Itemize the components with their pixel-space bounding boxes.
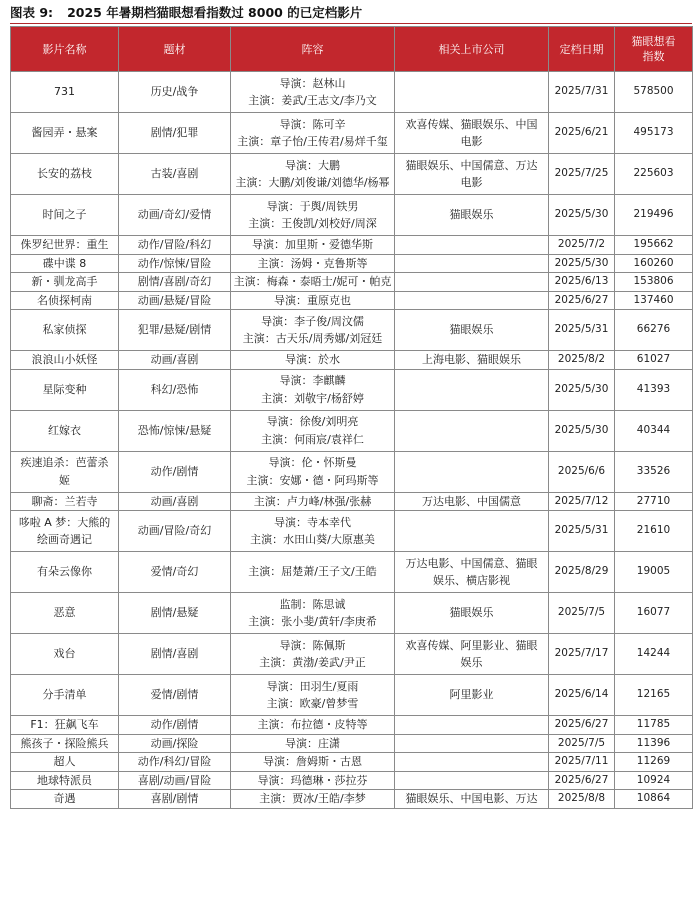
cell-cast-line: 主演：安娜・德・阿玛斯等 — [246, 473, 379, 487]
cell-cast — [231, 72, 395, 113]
table-row — [11, 236, 693, 255]
cell-maoyan-index: 21610 — [615, 511, 693, 552]
cell-companies-line: 上海电影、猫眼娱乐 — [422, 353, 521, 366]
cell-companies-line: 娱乐 — [460, 656, 483, 669]
cell-companies — [395, 552, 549, 593]
cell-film-name — [11, 552, 119, 593]
cell-cast — [231, 273, 395, 292]
cell-release-date: 2025/7/5 — [549, 593, 615, 634]
cell-companies-line: 欢喜传媒、阿里影业、猫眼 — [405, 638, 538, 652]
cell-cast-line: 主演：王俊凯/刘校妤/周深 — [248, 217, 377, 230]
cell-genre: 爱情/奇幻 — [119, 552, 231, 593]
cell-film-name — [11, 492, 119, 511]
cell-maoyan-index: 12165 — [615, 675, 693, 716]
cell-companies — [395, 753, 549, 772]
cell-film-name — [11, 72, 119, 113]
cell-companies-line: 电影 — [460, 135, 483, 148]
cell-film-name-line: 绘画奇遇记 — [37, 533, 92, 546]
cell-release-date: 2025/6/27 — [549, 771, 615, 790]
table-row — [11, 753, 693, 772]
cell-maoyan-index: 33526 — [615, 451, 693, 492]
cell-companies-line: 猫眼娱乐、中国电影、万达 — [405, 792, 538, 805]
table-row — [11, 790, 693, 809]
cell-film-name — [11, 154, 119, 195]
cell-cast-line: 主演：黄渤/姜武/尹正 — [259, 656, 366, 669]
cell-cast-line: 主演：姜武/王志文/李乃文 — [248, 94, 377, 107]
cell-companies-line: 万达电影、中国儒意、猫眼 — [405, 556, 538, 570]
cell-film-name — [11, 310, 119, 351]
cell-release-date: 2025/6/27 — [549, 291, 615, 310]
cell-maoyan-index: 66276 — [615, 310, 693, 351]
cell-film-name-line: 侏罗纪世界：重生 — [20, 238, 109, 251]
cell-maoyan-index: 16077 — [615, 593, 693, 634]
cell-film-name-line: 有朵云像你 — [37, 565, 92, 579]
cell-maoyan-index: 195662 — [615, 236, 693, 255]
cell-cast-line: 主演：章子怡/王传君/易烊千玺 — [237, 135, 388, 148]
header-film-name: 影片名称 — [11, 27, 119, 72]
cell-maoyan-index: 225603 — [615, 154, 693, 195]
table-row — [11, 716, 693, 735]
cell-companies — [395, 236, 549, 255]
cell-companies — [395, 593, 549, 634]
cell-film-name — [11, 451, 119, 492]
cell-film-name — [11, 195, 119, 236]
cell-release-date: 2025/7/17 — [549, 634, 615, 675]
cell-maoyan-index: 41393 — [615, 369, 693, 410]
cell-cast — [231, 254, 395, 273]
cell-genre: 动画/喜剧 — [119, 351, 231, 370]
cell-maoyan-index: 137460 — [615, 291, 693, 310]
cell-cast — [231, 771, 395, 790]
cell-genre: 剧情/喜剧/奇幻 — [119, 273, 231, 292]
cell-release-date: 2025/6/13 — [549, 273, 615, 292]
table-row — [11, 291, 693, 310]
cell-release-date: 2025/6/6 — [549, 451, 615, 492]
table-header-row — [11, 27, 693, 72]
cell-release-date: 2025/7/12 — [549, 492, 615, 511]
cell-companies-line: 娱乐、横店影视 — [433, 574, 510, 587]
cell-film-name-line: 熊孩子・探险熊兵 — [20, 736, 109, 750]
cell-cast — [231, 291, 395, 310]
cell-genre: 动画/奇幻/爱情 — [119, 195, 231, 236]
header-companies: 相关上市公司 — [395, 27, 549, 72]
cell-cast — [231, 492, 395, 511]
cell-release-date: 2025/5/31 — [549, 310, 615, 351]
cell-cast — [231, 195, 395, 236]
cell-release-date: 2025/8/2 — [549, 351, 615, 370]
cell-cast — [231, 734, 395, 753]
cell-maoyan-index: 61027 — [615, 351, 693, 370]
cell-film-name — [11, 716, 119, 735]
cell-release-date: 2025/5/30 — [549, 195, 615, 236]
cell-film-name-line: 私家侦探 — [42, 323, 87, 337]
cell-cast-line: 导演：赵林山 — [279, 76, 346, 90]
cell-cast-line: 导演：大鹏 — [285, 158, 340, 172]
table-row — [11, 771, 693, 790]
cell-genre: 动作/剧情 — [119, 716, 231, 735]
table-row — [11, 195, 693, 236]
cell-genre: 恐怖/惊悚/悬疑 — [119, 410, 231, 451]
cell-release-date: 2025/8/8 — [549, 790, 615, 809]
cell-release-date: 2025/6/14 — [549, 675, 615, 716]
cell-film-name — [11, 771, 119, 790]
cell-maoyan-index: 153806 — [615, 273, 693, 292]
cell-genre: 动作/剧情 — [119, 451, 231, 492]
cell-film-name-line: 星际变种 — [42, 382, 87, 396]
cell-companies — [395, 771, 549, 790]
cell-cast-line: 导演：詹姆斯・古恩 — [263, 755, 362, 768]
cell-film-name — [11, 113, 119, 154]
cell-cast-line: 主演：何雨宸/袁祥仁 — [261, 432, 364, 446]
cell-cast-line: 导演：伦・怀斯曼 — [268, 456, 357, 469]
cell-film-name-line: 731 — [54, 85, 75, 99]
header-maoyan-index: 猫眼想看指数 — [615, 27, 693, 72]
cell-film-name-line: 名侦探柯南 — [37, 293, 92, 307]
cell-film-name-line: 姬 — [59, 473, 70, 487]
cell-cast-line: 导演：於水 — [285, 353, 340, 366]
table-row — [11, 511, 693, 552]
cell-film-name — [11, 273, 119, 292]
cell-cast — [231, 310, 395, 351]
cell-companies — [395, 410, 549, 451]
cell-film-name — [11, 790, 119, 809]
cell-maoyan-index: 14244 — [615, 634, 693, 675]
cell-companies — [395, 154, 549, 195]
header-cast: 阵容 — [231, 27, 395, 72]
cell-release-date: 2025/5/30 — [549, 254, 615, 273]
cell-film-name — [11, 351, 119, 370]
table-row — [11, 273, 693, 292]
cell-release-date: 2025/6/21 — [549, 113, 615, 154]
table-row — [11, 492, 693, 511]
table-row — [11, 734, 693, 753]
cell-genre: 动作/冒险/科幻 — [119, 236, 231, 255]
cell-maoyan-index: 40344 — [615, 410, 693, 451]
table-row — [11, 410, 693, 451]
figure-title — [10, 2, 692, 24]
cell-companies — [395, 451, 549, 492]
cell-genre: 喜剧/剧情 — [119, 790, 231, 809]
cell-cast-line: 导演：徐俊/刘明亮 — [266, 415, 359, 428]
cell-cast — [231, 634, 395, 675]
cell-film-name-line: 超人 — [53, 755, 76, 768]
cell-release-date: 2025/8/29 — [549, 552, 615, 593]
cell-film-name-line: 分手清单 — [42, 688, 87, 702]
cell-companies — [395, 351, 549, 370]
cell-companies — [395, 113, 549, 154]
cell-film-name-line: 长安的荔枝 — [37, 167, 92, 181]
table-row — [11, 72, 693, 113]
cell-release-date: 2025/7/11 — [549, 753, 615, 772]
cell-companies — [395, 369, 549, 410]
table-row — [11, 310, 693, 351]
cell-cast-line: 导演：加里斯・爱德华斯 — [252, 238, 373, 251]
cell-cast-line: 主演：大鹏/刘俊谦/刘德华/杨幂 — [235, 176, 390, 189]
cell-cast — [231, 716, 395, 735]
cell-film-name-line: 碟中谍 8 — [42, 256, 87, 270]
cell-genre: 科幻/恐怖 — [119, 369, 231, 410]
cell-cast-line: 导演：重原克也 — [274, 293, 351, 307]
cell-companies-line: 猫眼娱乐 — [449, 208, 494, 222]
cell-companies-line: 阿里影业 — [449, 688, 494, 702]
table-row — [11, 369, 693, 410]
table-row — [11, 113, 693, 154]
cell-genre: 剧情/喜剧 — [119, 634, 231, 675]
cell-cast — [231, 790, 395, 809]
table-row — [11, 634, 693, 675]
header-genre: 题材 — [119, 27, 231, 72]
cell-film-name-line: 恶意 — [53, 606, 76, 620]
figure-label: 图表 9: — [10, 5, 54, 20]
cell-release-date: 2025/7/31 — [549, 72, 615, 113]
cell-maoyan-index: 10864 — [615, 790, 693, 809]
table-row — [11, 154, 693, 195]
cell-cast — [231, 410, 395, 451]
cell-maoyan-index: 19005 — [615, 552, 693, 593]
figure-caption: 2025 年暑期档猫眼想看指数过 8000 的已定档影片 — [67, 5, 363, 20]
cell-maoyan-index: 160260 — [615, 254, 693, 273]
cell-maoyan-index: 578500 — [615, 72, 693, 113]
cell-companies — [395, 254, 549, 273]
table-row — [11, 593, 693, 634]
cell-film-name — [11, 593, 119, 634]
cell-genre: 古装/喜剧 — [119, 154, 231, 195]
table-row — [11, 675, 693, 716]
cell-cast-line: 主演：汤姆・克鲁斯等 — [257, 256, 368, 270]
cell-companies — [395, 492, 549, 511]
cell-cast-line: 导演：李麒麟 — [279, 374, 346, 387]
cell-cast — [231, 113, 395, 154]
cell-cast — [231, 154, 395, 195]
cell-release-date: 2025/5/30 — [549, 369, 615, 410]
cell-cast — [231, 593, 395, 634]
cell-companies — [395, 72, 549, 113]
cell-film-name — [11, 634, 119, 675]
cell-film-name — [11, 410, 119, 451]
cell-cast-line: 主演：梅森・泰晤士/妮可・帕克 — [233, 275, 392, 288]
cell-film-name-line: 新・驯龙高手 — [31, 275, 98, 288]
cell-companies — [395, 634, 549, 675]
cell-genre: 动作/惊悚/冒险 — [119, 254, 231, 273]
cell-cast — [231, 552, 395, 593]
cell-release-date: 2025/7/5 — [549, 734, 615, 753]
cell-cast-line: 导演：田羽生/夏雨 — [266, 679, 359, 693]
cell-cast-line: 主演：欧豪/曾梦雪 — [266, 697, 359, 710]
cell-cast — [231, 451, 395, 492]
cell-film-name-line: 红嫁衣 — [48, 423, 81, 437]
table-row — [11, 451, 693, 492]
cell-cast — [231, 511, 395, 552]
cell-companies — [395, 734, 549, 753]
cell-film-name — [11, 675, 119, 716]
cell-companies-line: 欢喜传媒、猫眼娱乐、中国 — [405, 117, 538, 131]
cell-companies-line: 万达电影、中国儒意 — [422, 494, 521, 508]
cell-genre: 动作/科幻/冒险 — [119, 753, 231, 772]
cell-companies-line: 猫眼娱乐、中国儒意、万达 — [405, 158, 538, 172]
cell-genre: 动画/悬疑/冒险 — [119, 291, 231, 310]
cell-cast-line: 导演：于舆/周铁男 — [266, 199, 359, 213]
cell-cast — [231, 351, 395, 370]
cell-genre: 喜剧/动画/冒险 — [119, 771, 231, 790]
cell-genre: 历史/战争 — [119, 72, 231, 113]
cell-film-name — [11, 236, 119, 255]
cell-genre: 剧情/犯罪 — [119, 113, 231, 154]
cell-genre: 动画/冒险/奇幻 — [119, 511, 231, 552]
cell-companies-line: 电影 — [460, 176, 483, 189]
cell-maoyan-index: 11396 — [615, 734, 693, 753]
cell-genre: 犯罪/悬疑/剧情 — [119, 310, 231, 351]
cell-cast — [231, 236, 395, 255]
cell-cast — [231, 675, 395, 716]
cell-cast-line: 主演：古天乐/周秀娜/刘冠廷 — [242, 332, 383, 345]
table-row — [11, 351, 693, 370]
cell-film-name-line: 聊斋：兰若寺 — [31, 494, 98, 508]
cell-cast-line: 主演：水田山葵/大原惠美 — [250, 533, 375, 546]
cell-film-name-line: 戏台 — [53, 647, 76, 661]
table-row — [11, 552, 693, 593]
cell-release-date: 2025/7/2 — [549, 236, 615, 255]
cell-companies — [395, 310, 549, 351]
films-table — [10, 26, 693, 809]
cell-film-name-line: 哆啦 A 梦：大熊的 — [18, 515, 111, 529]
cell-release-date: 2025/7/25 — [549, 154, 615, 195]
cell-companies — [395, 273, 549, 292]
cell-cast-line: 主演：布拉德・皮特等 — [257, 718, 368, 731]
cell-maoyan-index: 219496 — [615, 195, 693, 236]
cell-cast-line: 主演：屈楚萧/王子文/王皓 — [248, 565, 377, 579]
table-body — [11, 72, 693, 809]
cell-cast-line: 导演：庄潇 — [285, 736, 340, 750]
cell-maoyan-index: 27710 — [615, 492, 693, 511]
cell-cast-line: 导演：李子俊/周汶儒 — [261, 314, 364, 328]
cell-genre: 爱情/剧情 — [119, 675, 231, 716]
cell-cast-line: 主演：贾冰/王皓/李梦 — [259, 792, 366, 805]
cell-film-name — [11, 734, 119, 753]
cell-cast — [231, 369, 395, 410]
cell-release-date: 2025/5/30 — [549, 410, 615, 451]
cell-maoyan-index: 11269 — [615, 753, 693, 772]
cell-maoyan-index: 11785 — [615, 716, 693, 735]
cell-companies-line: 猫眼娱乐 — [449, 606, 494, 620]
cell-film-name — [11, 254, 119, 273]
cell-companies — [395, 716, 549, 735]
cell-genre: 剧情/悬疑 — [119, 593, 231, 634]
cell-companies — [395, 291, 549, 310]
cell-film-name — [11, 511, 119, 552]
table-row — [11, 254, 693, 273]
cell-cast-line: 导演：陈佩斯 — [279, 638, 346, 652]
cell-film-name-line: F1：狂飙飞车 — [30, 718, 99, 731]
cell-film-name — [11, 753, 119, 772]
cell-companies-line: 猫眼娱乐 — [449, 323, 494, 337]
cell-genre: 动画/探险 — [119, 734, 231, 753]
cell-film-name — [11, 369, 119, 410]
cell-cast-line: 导演：陈可辛 — [279, 117, 346, 131]
cell-film-name-line: 酱园弄・悬案 — [31, 126, 98, 140]
cell-film-name — [11, 291, 119, 310]
cell-companies — [395, 790, 549, 809]
cell-cast — [231, 753, 395, 772]
cell-film-name-line: 奇遇 — [53, 792, 76, 805]
header-release-date: 定档日期 — [549, 27, 615, 72]
cell-genre: 动画/喜剧 — [119, 492, 231, 511]
cell-companies — [395, 675, 549, 716]
cell-companies — [395, 511, 549, 552]
cell-release-date: 2025/6/27 — [549, 716, 615, 735]
cell-cast-line: 监制：陈思诚 — [279, 597, 346, 611]
cell-film-name-line: 浪浪山小妖怪 — [31, 353, 98, 366]
cell-film-name-line: 时间之子 — [42, 208, 87, 222]
cell-film-name-line: 地球特派员 — [37, 773, 92, 787]
cell-cast-line: 主演：张小斐/黄轩/李庚希 — [248, 615, 377, 628]
cell-maoyan-index: 495173 — [615, 113, 693, 154]
cell-cast-line: 主演：刘敬宇/杨舒婷 — [261, 391, 364, 405]
cell-cast-line: 导演：玛德琳・莎拉芬 — [257, 773, 368, 787]
cell-cast-line: 主演：卢力峰/林强/张赫 — [253, 494, 372, 508]
cell-release-date: 2025/5/31 — [549, 511, 615, 552]
cell-cast-line: 导演：寺本幸代 — [274, 515, 351, 529]
cell-film-name-line: 疾速追杀：芭蕾杀 — [20, 456, 109, 469]
cell-companies — [395, 195, 549, 236]
cell-maoyan-index: 10924 — [615, 771, 693, 790]
